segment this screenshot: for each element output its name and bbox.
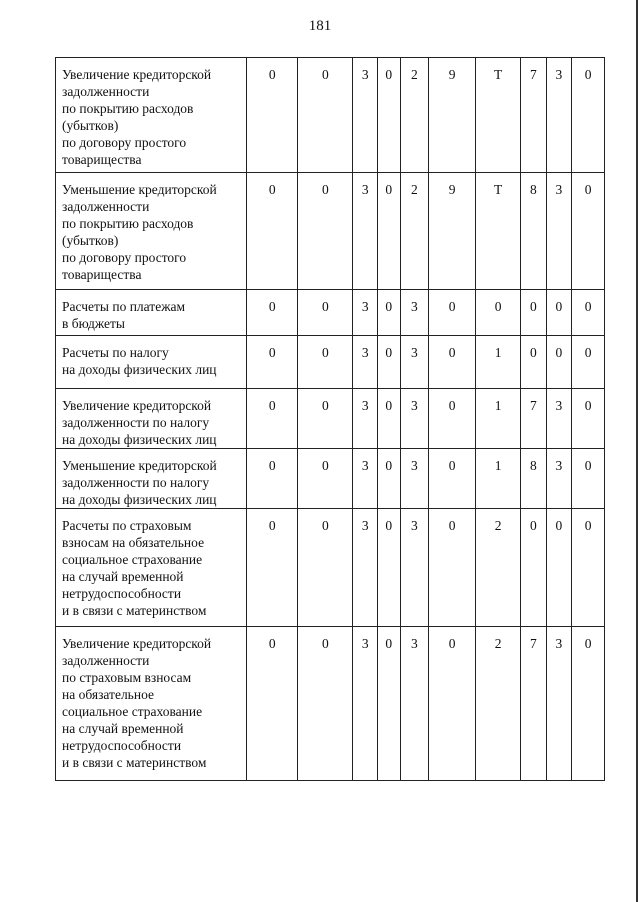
code-digit-cell: 0 bbox=[572, 173, 605, 290]
code-digit-cell: 3 bbox=[546, 173, 572, 290]
code-digit-cell: 0 bbox=[429, 509, 476, 627]
code-digit-cell: Т bbox=[476, 58, 521, 173]
code-digit-cell: 3 bbox=[353, 627, 378, 781]
code-digit-cell: 3 bbox=[353, 58, 378, 173]
code-digit-cell: 0 bbox=[572, 336, 605, 389]
code-digit-cell: 8 bbox=[521, 449, 547, 509]
code-digit-cell: 0 bbox=[298, 509, 353, 627]
code-digit-cell: 3 bbox=[546, 389, 572, 449]
code-digit-cell: 7 bbox=[521, 389, 547, 449]
table-row bbox=[56, 449, 605, 509]
row-label: Расчеты по платежам в бюджеты bbox=[56, 290, 247, 336]
code-digit-cell: 0 bbox=[247, 290, 298, 336]
code-digit-cell: 3 bbox=[353, 449, 378, 509]
code-digit-cell: 0 bbox=[429, 449, 476, 509]
code-digit-cell: 2 bbox=[400, 58, 429, 173]
code-digit-cell: 9 bbox=[429, 173, 476, 290]
code-digit-cell: 3 bbox=[400, 336, 429, 389]
code-digit-cell: 0 bbox=[572, 290, 605, 336]
table-row bbox=[56, 336, 605, 389]
code-digit-cell: 3 bbox=[546, 627, 572, 781]
account-codes-table bbox=[55, 57, 605, 781]
code-digit-cell: 0 bbox=[247, 58, 298, 173]
code-digit-cell: 0 bbox=[546, 336, 572, 389]
code-digit-cell: 8 bbox=[521, 173, 547, 290]
code-digit-cell: 1 bbox=[476, 449, 521, 509]
row-label: Увеличение кредиторской задолженности по страховым взносам на обязательное социальное страхование на случай временной нетрудоспособности и в связи с материнством bbox=[56, 627, 247, 781]
code-digit-cell: 0 bbox=[572, 627, 605, 781]
code-digit-cell: 0 bbox=[247, 389, 298, 449]
code-digit-cell: 0 bbox=[378, 173, 400, 290]
code-digit-cell: 7 bbox=[521, 627, 547, 781]
code-digit-cell: 0 bbox=[572, 58, 605, 173]
code-digit-cell: 0 bbox=[298, 389, 353, 449]
code-digit-cell: 0 bbox=[298, 173, 353, 290]
table-row bbox=[56, 290, 605, 336]
row-label: Уменьшение кредиторской задолженности по покрытию расходов (убытков) по договору простого товарищества bbox=[56, 173, 247, 290]
code-digit-cell: 0 bbox=[298, 58, 353, 173]
row-label: Расчеты по страховым взносам на обязательное социальное страхование на случай временной нетрудоспособности и в связи с материнством bbox=[56, 509, 247, 627]
table-body bbox=[56, 58, 605, 781]
code-digit-cell: 0 bbox=[247, 627, 298, 781]
code-digit-cell: 0 bbox=[378, 389, 400, 449]
code-digit-cell: 3 bbox=[546, 449, 572, 509]
code-digit-cell: 1 bbox=[476, 389, 521, 449]
code-digit-cell: 0 bbox=[298, 449, 353, 509]
code-digit-cell: 3 bbox=[353, 173, 378, 290]
code-digit-cell: 0 bbox=[521, 290, 547, 336]
code-digit-cell: 3 bbox=[353, 389, 378, 449]
table-row bbox=[56, 389, 605, 449]
table-row bbox=[56, 509, 605, 627]
code-digit-cell: 3 bbox=[546, 58, 572, 173]
code-digit-cell: 3 bbox=[400, 449, 429, 509]
code-digit-cell: 0 bbox=[521, 509, 547, 627]
code-digit-cell: 0 bbox=[378, 290, 400, 336]
code-digit-cell: 0 bbox=[247, 173, 298, 290]
code-digit-cell: 2 bbox=[476, 509, 521, 627]
row-label: Увеличение кредиторской задолженности по налогу на доходы физических лиц bbox=[56, 389, 247, 449]
code-digit-cell: 0 bbox=[298, 627, 353, 781]
code-digit-cell: 0 bbox=[298, 290, 353, 336]
row-label: Расчеты по налогу на доходы физических лиц bbox=[56, 336, 247, 389]
code-digit-cell: 0 bbox=[429, 389, 476, 449]
code-digit-cell: Т bbox=[476, 173, 521, 290]
table-row bbox=[56, 173, 605, 290]
code-digit-cell: 3 bbox=[400, 389, 429, 449]
code-digit-cell: 0 bbox=[572, 449, 605, 509]
code-digit-cell: 0 bbox=[429, 627, 476, 781]
code-digit-cell: 0 bbox=[247, 336, 298, 389]
code-digit-cell: 3 bbox=[353, 290, 378, 336]
code-digit-cell: 0 bbox=[572, 509, 605, 627]
table-row bbox=[56, 58, 605, 173]
code-digit-cell: 1 bbox=[476, 336, 521, 389]
row-label: Уменьшение кредиторской задолженности по налогу на доходы физических лиц bbox=[56, 449, 247, 509]
code-digit-cell: 0 bbox=[378, 627, 400, 781]
code-digit-cell: 3 bbox=[353, 509, 378, 627]
code-digit-cell: 0 bbox=[378, 336, 400, 389]
code-digit-cell: 3 bbox=[400, 290, 429, 336]
code-digit-cell: 0 bbox=[378, 58, 400, 173]
code-digit-cell: 0 bbox=[521, 336, 547, 389]
code-digit-cell: 0 bbox=[247, 509, 298, 627]
code-digit-cell: 7 bbox=[521, 58, 547, 173]
code-digit-cell: 0 bbox=[429, 336, 476, 389]
code-digit-cell: 9 bbox=[429, 58, 476, 173]
code-digit-cell: 0 bbox=[546, 509, 572, 627]
row-label: Увеличение кредиторской задолженности по покрытию расходов (убытков) по договору простого товарищества bbox=[56, 58, 247, 173]
code-digit-cell: 3 bbox=[400, 509, 429, 627]
code-digit-cell: 0 bbox=[546, 290, 572, 336]
code-digit-cell: 2 bbox=[400, 173, 429, 290]
code-digit-cell: 0 bbox=[429, 290, 476, 336]
code-digit-cell: 3 bbox=[353, 336, 378, 389]
code-digit-cell: 0 bbox=[298, 336, 353, 389]
code-digit-cell: 0 bbox=[572, 389, 605, 449]
code-digit-cell: 0 bbox=[247, 449, 298, 509]
code-digit-cell: 0 bbox=[476, 290, 521, 336]
code-digit-cell: 0 bbox=[378, 509, 400, 627]
code-digit-cell: 2 bbox=[476, 627, 521, 781]
table-row bbox=[56, 627, 605, 781]
code-digit-cell: 3 bbox=[400, 627, 429, 781]
page-number: 181 bbox=[308, 18, 332, 34]
page-edge-line bbox=[636, 0, 638, 902]
code-digit-cell: 0 bbox=[378, 449, 400, 509]
